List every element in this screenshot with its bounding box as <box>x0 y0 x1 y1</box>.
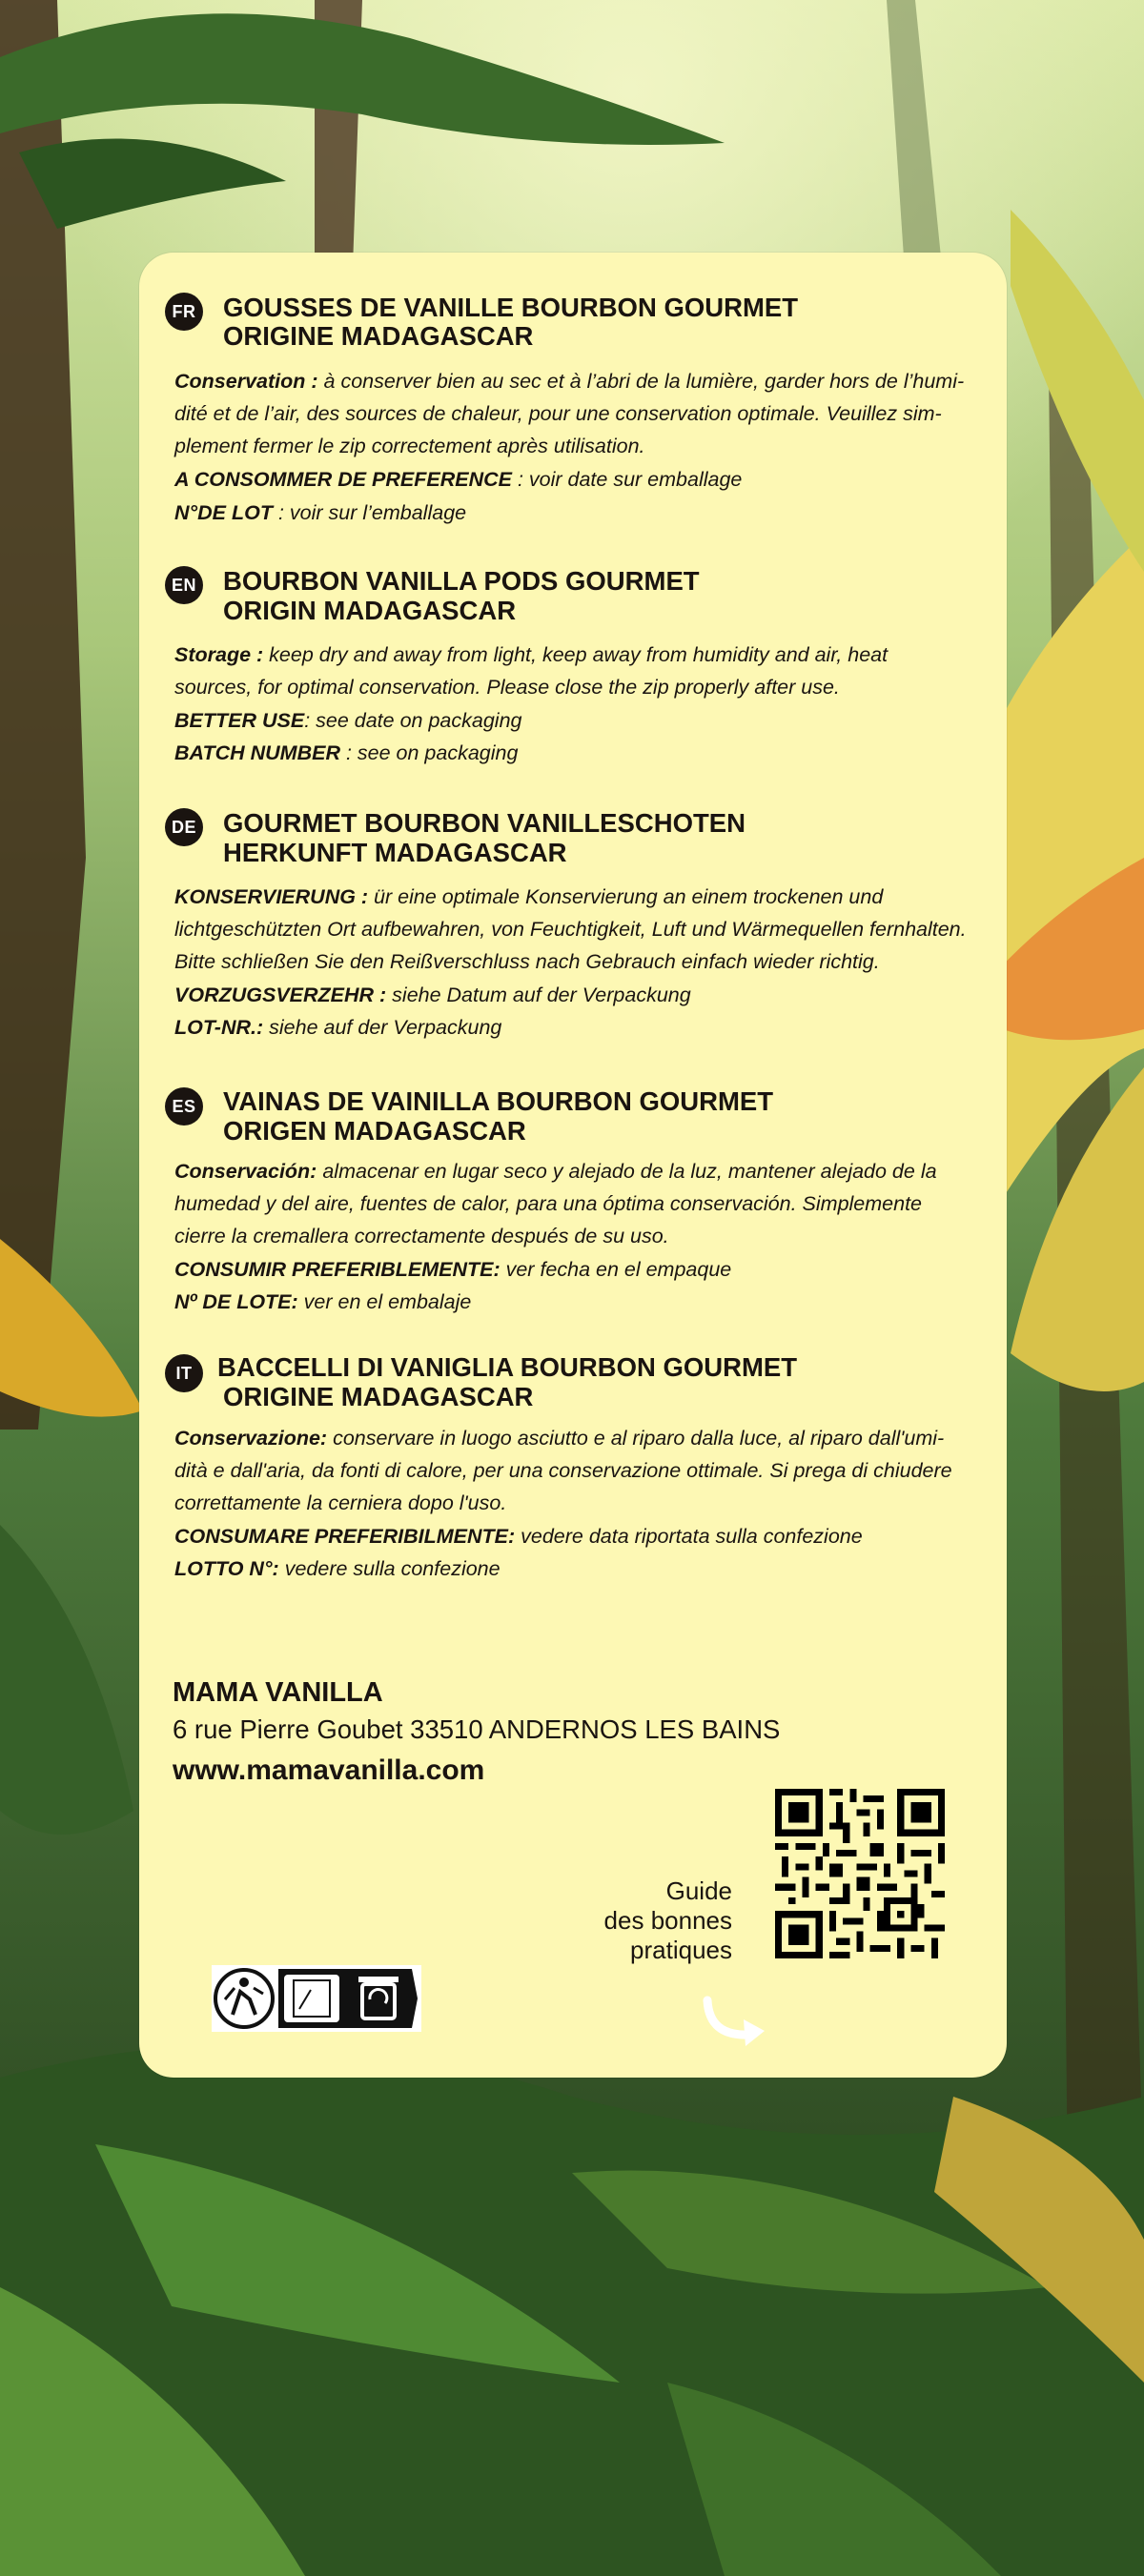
storage-line-1 <box>174 1424 944 1452</box>
language-badge-de: DE <box>165 808 203 846</box>
section-subtitle: ORIGINE MADAGASCAR <box>223 321 534 351</box>
language-badge-en: EN <box>165 566 203 604</box>
lot-line <box>174 1013 501 1042</box>
lot-label: BATCH NUMBER <box>174 741 340 764</box>
storage-label: Conservation : <box>174 370 318 393</box>
storage-line-1 <box>174 367 964 396</box>
lot-text: : voir sur l’emballage <box>272 501 467 524</box>
company-website[interactable]: www.mamavanilla.com <box>173 1755 485 1786</box>
triman-recycling-icon <box>212 1965 421 2032</box>
storage-line-1 <box>174 640 888 669</box>
best-before-line <box>174 1522 863 1551</box>
company-name: MAMA VANILLA <box>173 1677 383 1708</box>
lot-label: Nº DE LOTE: <box>174 1290 298 1313</box>
storage-label: KONSERVIERUNG : <box>174 885 369 908</box>
section-title: BOURBON VANILLA PODS GOURMET <box>223 566 700 596</box>
storage-line-1 <box>174 1157 937 1186</box>
storage-text: ür eine optimale Konservierung an einem trockenen und <box>374 885 884 908</box>
language-badge-it: IT <box>165 1354 203 1392</box>
storage-text: conservare in luogo asciutto e al riparo dalla luce, al riparo dall'umi- <box>333 1427 945 1450</box>
guide-caption <box>549 1876 732 1965</box>
lot-label: LOT-NR.: <box>174 1016 264 1039</box>
best-before-text: siehe Datum auf der Verpackung <box>386 984 691 1006</box>
storage-line-3: plement fermer le zip correctement après utilisation. <box>174 435 645 457</box>
best-before-label: CONSUMIR PREFERIBLEMENTE: <box>174 1258 500 1281</box>
storage-text: almacenar en lugar seco y alejado de la luz, mantener alejado de la <box>322 1160 937 1183</box>
storage-line-2: sources, for optimal conservation. Please close the zip properly after use. <box>174 676 840 699</box>
lot-label: LOTTO N°: <box>174 1557 279 1580</box>
guide-line-1: Guide <box>665 1876 732 1905</box>
qr-code-icon[interactable] <box>775 1789 945 1958</box>
storage-line-1 <box>174 882 883 911</box>
lot-text: ver en el embalaje <box>297 1290 472 1313</box>
storage-line-3: Bitte schließen Sie den Reißverschluss nach Gebrauch einfach wieder richtig. <box>174 950 880 973</box>
storage-line-2: dità e dall'aria, da fonti di calore, per una conservazione ottimale. Si prega di chiudere <box>174 1459 952 1482</box>
lot-text: : see on packaging <box>339 741 519 764</box>
lot-text: siehe auf der Verpackung <box>263 1016 502 1039</box>
best-before-text: : see date on packaging <box>304 709 522 732</box>
best-before-text: vedere data riportata sulla confezione <box>515 1525 863 1548</box>
section-title: VAINAS DE VAINILLA BOURBON GOURMET <box>223 1086 773 1116</box>
storage-text: à conserver bien au sec et à l’abri de la lumière, garder hors de l’humi- <box>323 370 965 393</box>
language-badge-es: ES <box>165 1087 203 1126</box>
best-before-label: CONSUMARE PREFERIBILMENTE: <box>174 1525 516 1548</box>
best-before-label: VORZUGSVERZEHR : <box>174 984 387 1006</box>
best-before-line <box>174 981 691 1009</box>
storage-label: Conservación: <box>174 1160 317 1183</box>
guide-line-3: pratiques <box>630 1936 732 1964</box>
company-address: 6 rue Pierre Goubet 33510 ANDERNOS LES BAINS <box>173 1714 781 1744</box>
lot-line <box>174 498 466 527</box>
lot-line <box>174 1288 471 1316</box>
best-before-text: : voir date sur emballage <box>511 468 743 491</box>
best-before-line <box>174 1255 731 1284</box>
section-subtitle: HERKUNFT MADAGASCAR <box>223 838 567 867</box>
storage-line-2: humedad y del aire, fuentes de calor, para una óptima conservación. Simplemente <box>174 1192 923 1215</box>
section-title: BACCELLI DI VANIGLIA BOURBON GOURMET <box>217 1352 798 1382</box>
storage-label: Conservazione: <box>174 1427 328 1450</box>
storage-text: keep dry and away from light, keep away from humidity and air, heat <box>269 643 889 666</box>
best-before-label: BETTER USE <box>174 709 305 732</box>
best-before-text: ver fecha en el empaque <box>500 1258 732 1281</box>
storage-line-3: cierre la cremallera correctamente después de su uso. <box>174 1225 669 1247</box>
best-before-line <box>174 465 742 494</box>
guide-line-2: des bonnes <box>603 1906 732 1935</box>
lot-label: N°DE LOT <box>174 501 273 524</box>
language-badge-fr: FR <box>165 293 203 331</box>
best-before-line <box>174 706 522 735</box>
lot-line <box>174 739 518 767</box>
best-before-label: A CONSOMMER DE PREFERENCE <box>174 468 512 491</box>
section-title: GOUSSES DE VANILLE BOURBON GOURMET <box>223 293 798 322</box>
storage-line-2: lichtgeschützten Ort aufbewahren, von Feuchtigkeit, Luft und Wärmequellen fernhalten. <box>174 918 967 941</box>
storage-label: Storage : <box>174 643 264 666</box>
curved-arrow-icon <box>702 1987 787 2054</box>
storage-line-3: correttamente la cerniera dopo l'uso. <box>174 1491 507 1514</box>
info-card <box>139 253 1007 2078</box>
section-subtitle: ORIGIN MADAGASCAR <box>223 596 517 625</box>
lot-text: vedere sulla confezione <box>278 1557 500 1580</box>
section-subtitle: ORIGEN MADAGASCAR <box>223 1116 526 1146</box>
section-title: GOURMET BOURBON VANILLESCHOTEN <box>223 808 746 838</box>
section-subtitle: ORIGINE MADAGASCAR <box>223 1382 534 1411</box>
lot-line <box>174 1554 500 1583</box>
storage-line-2: dité et de l’air, des sources de chaleur, pour une conservation optimale. Veuillez sim- <box>174 402 942 425</box>
